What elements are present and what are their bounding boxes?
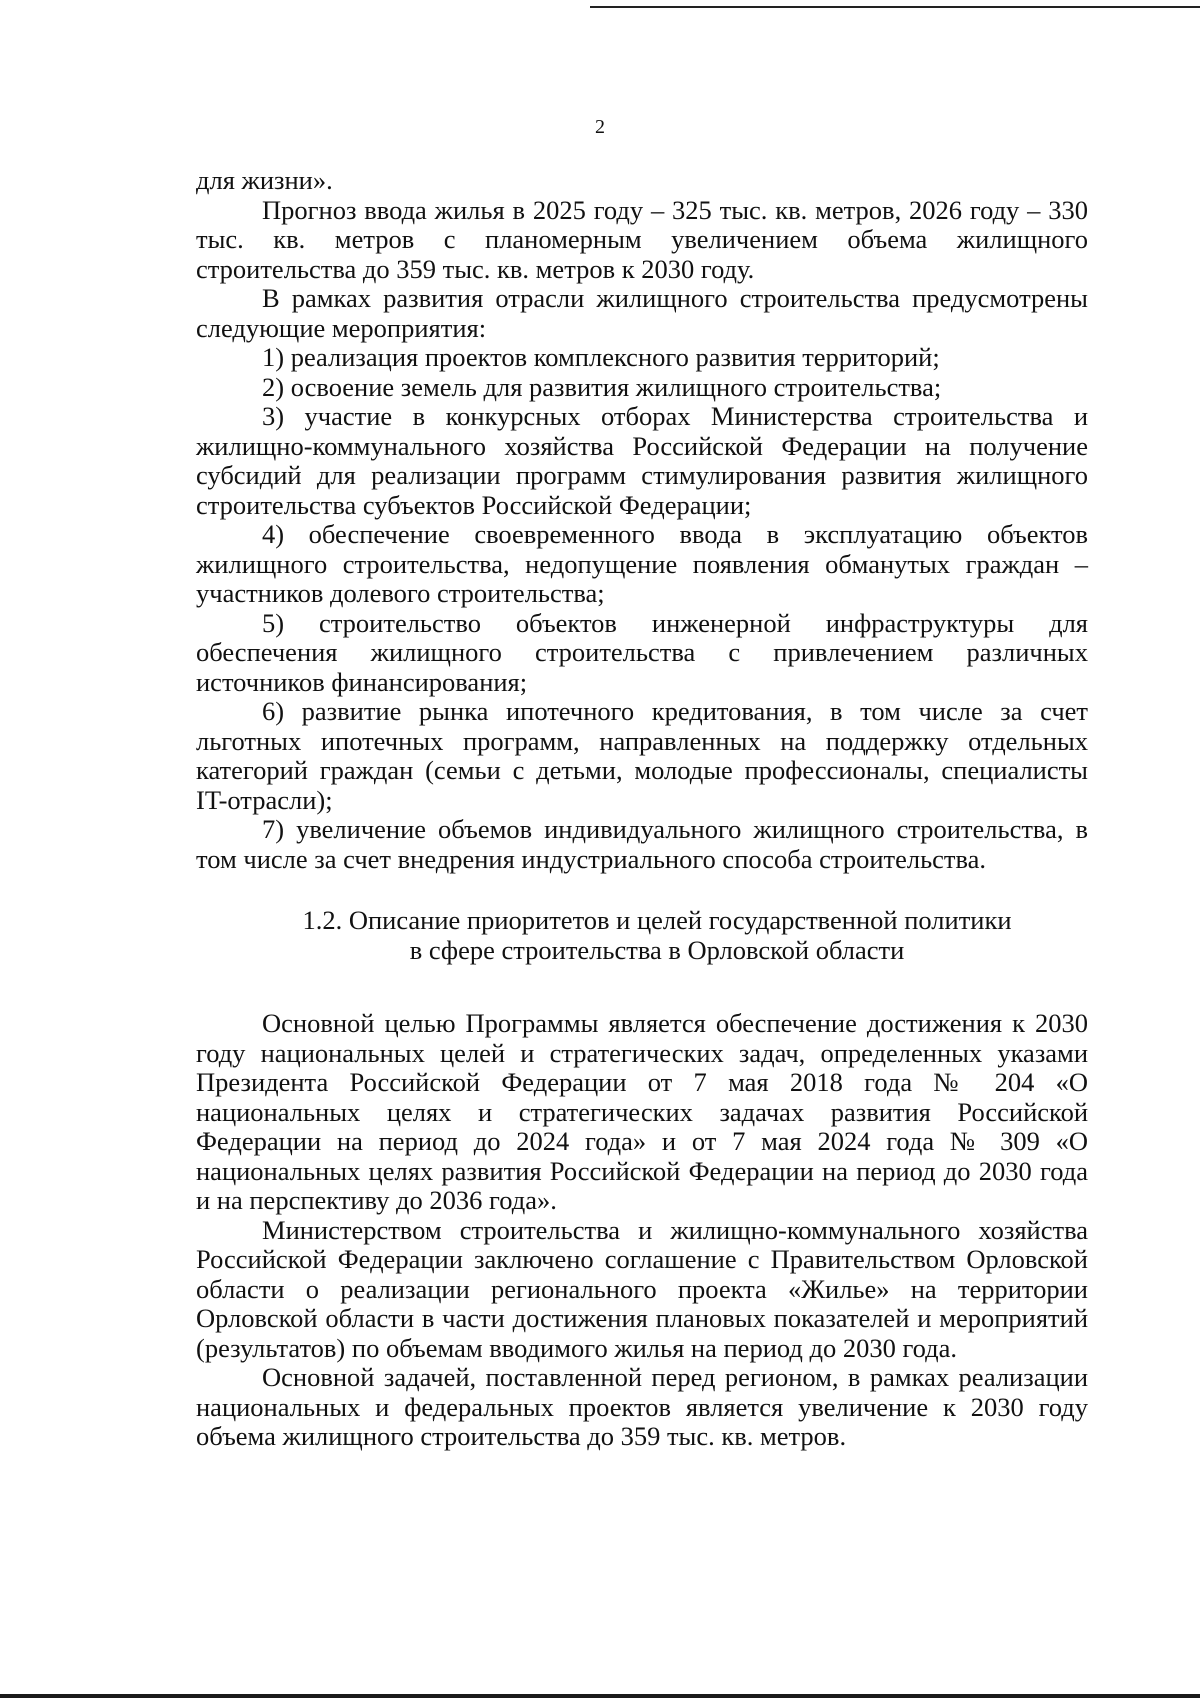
list-item-measure-1: 1) реализация проектов комплексного развития территорий;: [262, 342, 940, 372]
list-item-measure-5: 5) строительство объектов инженерной инфраструктуры для обеспечения жилищного строительства с привлечением различных источников финансирования;: [196, 607, 1088, 697]
paragraph-measures-intro: В рамках развития отрасли жилищного строительства предусмотрены следующие мероприятия:: [196, 283, 1088, 343]
section-heading-line-2: в сфере строительства в Орловской области: [409, 934, 905, 965]
scan-edge-bottom: [0, 1694, 1200, 1698]
list-item-measure-2: 2) освоение земель для развития жилищного строительства;: [262, 371, 942, 402]
document-body: [196, 166, 1088, 1452]
scan-edge-top: [590, 6, 1200, 8]
list-item-measure-4: 4) обеспечение своевременного ввода в эксплуатацию объектов жилищного строительства, недопущение появления обманутых граждан – участников долевого строительства;: [196, 519, 1088, 608]
section-heading-line-1: 1.2. Описание приоритетов и целей государственной политики: [302, 905, 1012, 935]
paragraph-agreement: Министерством строительства и жилищно-коммунального хозяйства Российской Федерации заключено соглашение с Правительством Орловской области о реализации регионального проекта «Жилье» на территории Орловской области в части достижения плановых показателей и мероприятий (результатов) по объемам вводимого жилья на период до 2030 года.: [196, 1214, 1088, 1363]
list-item-measure-3: 3) участие в конкурсных отборах Министерства строительства и жилищно-коммунального хозяйства Российской Федерации на получение субсидий для реализации программ стимулирования развития жилищного строительства субъектов Российской Федерации;: [196, 401, 1088, 520]
page-number: 2: [595, 116, 605, 138]
paragraph-continuation: для жизни».: [196, 165, 333, 195]
section-heading: [196, 906, 1088, 965]
list-item-measure-6: 6) развитие рынка ипотечного кредитования, в том числе за счет льготных ипотечных программ, направленных на поддержку отдельных категорий граждан (семьи с детьми, молодые профессионалы, специалисты IT-отрасли);: [196, 696, 1088, 815]
paragraph-main-task: Основной задачей, поставленной перед регионом, в рамках реализации национальных и федеральных проектов является увеличение к 2030 году объема жилищного строительства до 359 тыс. кв. метров.: [196, 1362, 1088, 1451]
list-item-measure-7: 7) увеличение объемов индивидуального жилищного строительства, в том числе за счет внедрения индустриального способа строительства.: [196, 814, 1088, 874]
paragraph-forecast: Прогноз ввода жилья в 2025 году – 325 тыс. кв. метров, 2026 году – 330 тыс. кв. метров с планомерным увеличением объема жилищного строительства до 359 тыс. кв. метров к 2030 году.: [196, 194, 1088, 284]
paragraph-main-goal: Основной целью Программы является обеспечение достижения к 2030 году национальных целей и стратегических задач, определенных указами Президента Российской Федерации от 7 мая 2018 года № 204 «О национальных целях и стратегических задачах развития Российской Федерации на период до 2024 года» и от 7 мая 2024 года № 309 «О национальных целях развития Российской Федерации на период до 2030 года и на перспективу до 2036 года».: [196, 1008, 1088, 1215]
